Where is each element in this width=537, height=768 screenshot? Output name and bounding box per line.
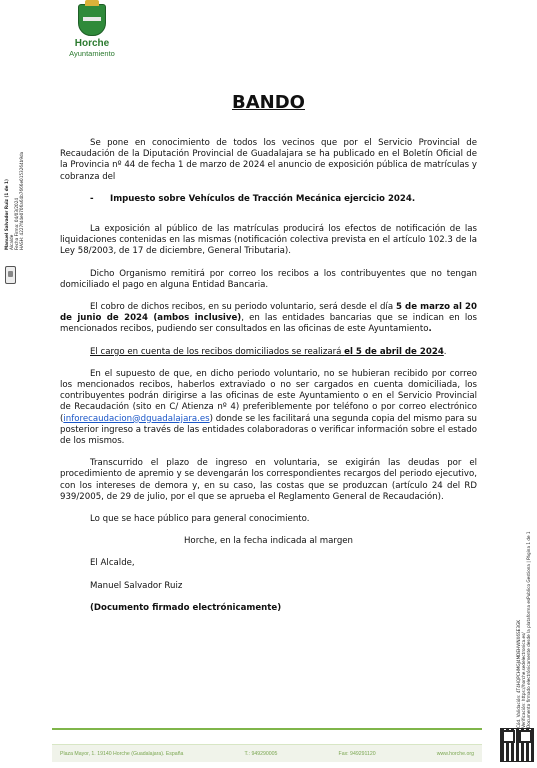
validation-code: Cód. Validación: 4T4HQPCHMGJ4MDEHWNX6SE3GK: [516, 620, 521, 728]
document-body: [60, 138, 477, 625]
qr-code-icon: [500, 728, 534, 762]
paragraph-lost-receipts: [60, 369, 477, 447]
text-run: En el supuesto de que, en dicho periodo voluntario, no se hubieran recibido por correo los mencionados recibos, haberlos extraviado o no ser cargados en cuenta domiciliada, los contribuyentes podrán dirigirse a las oficinas de este Ayuntamiento o en el Servicio Provincial de Recaudación (sito en C/ Atienza nº 4) preferiblemente por teléfono o por correo electrónico (: [60, 368, 477, 424]
tax-item-label: Impuesto sobre Vehículos de Tracción Mecánica ejercicio 2024.: [110, 193, 416, 204]
signer-role: Alcalde: [9, 234, 14, 250]
tax-item: [60, 194, 477, 205]
email-link[interactable]: inforecaudacion@dguadalajara.es: [63, 413, 210, 424]
signer-fullname: Manuel Salvador Ruiz: [90, 580, 183, 591]
payment-dates: 5 de marzo al 20 de junio de 2024 (ambos inclusive): [60, 302, 477, 324]
logo-subtitle: Ayuntamiento: [69, 49, 115, 58]
text-run: El cargo en cuenta de los recibos domiciliados se realizará: [90, 346, 345, 357]
platform-note: Documento firmado electrónicamente desde la plataforma esPublico Gestiona | Página 1 de 1: [526, 531, 531, 728]
validation-sidebar: [516, 470, 536, 730]
paragraph-payment-period: [60, 302, 477, 336]
paragraph-intro: Se pone en conocimiento de todos los vecinos que por el Servicio Provincial de Recaudación de la Diputación Provincial de Guadalajara se ha publicado en el Boletín Oficial de la Provincia nº 44 de fecha 1 de marzo de 2024 el anuncio de exposición pública de matrículas y cobranza del: [60, 138, 477, 182]
debit-date: el 5 de abril de 2024: [344, 346, 444, 357]
footer-phone: T.: 949290005: [244, 750, 278, 757]
paragraph-enforcement: Transcurrido el plazo de ingreso en voluntaria, se exigirán las deudas por el procedimiento de apremio y se devengarán los correspondientes recargos del periodo ejecutivo, con los intereses de demora y, en su caso, las costas que se produzcan (artículo 24 del RD 939/2005, de 29 de julio, por el que se aprueba el Reglamento General de Recaudación).: [60, 458, 477, 502]
place-date: Horche, en la fecha indicada al margen: [183, 536, 354, 547]
text-run: ) donde se les facilitará una segunda copia del mismo para su posterior ingreso a través de las entidades colaboradoras o verificar información sobre el estado de los mismos.: [60, 413, 477, 447]
paragraph-direct-debit: [60, 347, 477, 358]
signer-name: Manuel Salvador Ruiz (1 de 1): [4, 179, 9, 250]
seal-icon: [5, 266, 16, 284]
municipality-logo: [62, 4, 122, 58]
footer-web[interactable]: www.horche.org: [436, 750, 474, 757]
text-run: .: [428, 324, 432, 335]
electronic-signature-note: (Documento firmado electrónicamente): [90, 602, 282, 613]
text-run: , en las entidades bancarias que se indican en los mencionados recibos, pudiendo ser consultados en las oficinas de este Ayuntamiento: [60, 313, 477, 335]
text-run: El cobro de dichos recibos, en su periodo voluntario, será desde el día: [90, 302, 396, 313]
logo-name: Horche: [74, 38, 110, 49]
coat-of-arms-icon: [78, 4, 106, 36]
paragraph-exposure: La exposición al público de las matrículas producirá los efectos de notificación de las liquidaciones contenidas en las mismas (notificación colectiva prevista en el artículo 102.3 de la Ley 58/2003, de 17 de diciembre, General Tributaria).: [60, 224, 477, 257]
sign-hash: HASH: 4227fd4e0706a64b7666e0153264b9da: [19, 151, 24, 250]
page-title: BANDO: [232, 92, 305, 113]
paragraph-publication: Lo que se hace público para general conocimiento.: [90, 514, 310, 525]
signer-title: El Alcalde,: [90, 558, 135, 569]
sign-date: Fecha Firma: 04/03/2024: [14, 197, 19, 250]
list-dash: -: [90, 193, 94, 204]
footer-divider: [52, 728, 482, 730]
page-footer: [52, 744, 482, 762]
text-run: .: [443, 346, 447, 357]
footer-address: Plaza Mayor, 1. 19140 Horche (Guadalajara). España: [60, 750, 184, 757]
footer-fax: Fax: 949291120: [338, 750, 376, 757]
validation-url: Verificación: https://horche.sedelectronica.es/: [521, 632, 526, 728]
paragraph-mailing: Dicho Organismo remitirá por correo los recibos a los contribuyentes que no tengan domiciliado el pago en alguna Entidad Bancaria.: [60, 268, 477, 290]
